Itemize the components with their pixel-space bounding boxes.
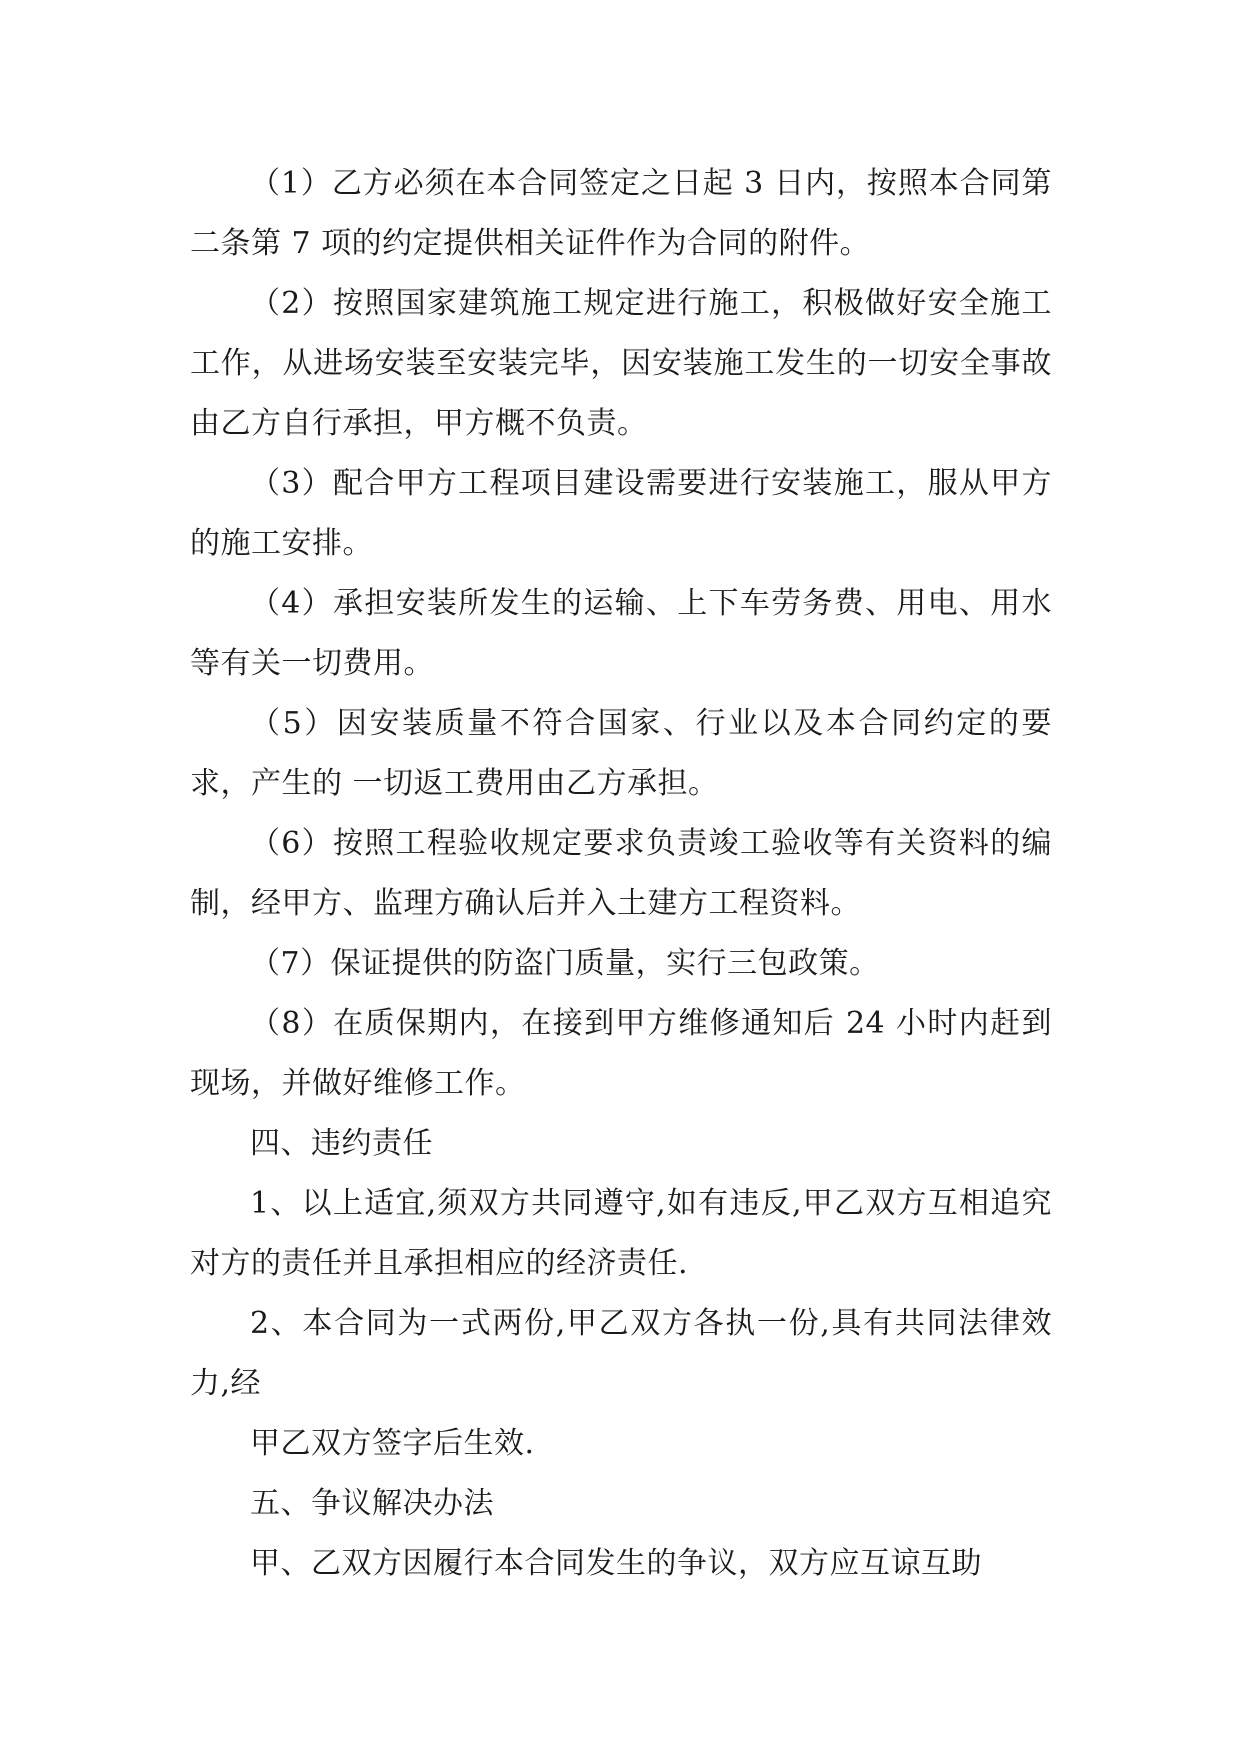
clause-7: （7）保证提供的防盗门质量，实行三包政策。 xyxy=(250,946,880,981)
clause-4: （4）承担安装所发生的运输、上下车劳务费、用电、用水等有关一切费用。 xyxy=(190,586,1052,681)
clause-3: （3）配合甲方工程项目建设需要进行安装施工，服从甲方的施工安排。 xyxy=(190,466,1052,561)
clause-6: （6）按照工程验收规定要求负责竣工验收等有关资料的编制，经甲方、监理方确认后并入土建方工程资料。 xyxy=(190,826,1052,921)
clause-8: （8）在质保期内，在接到甲方维修通知后 24 小时内赶到现场，并做好维修工作。 xyxy=(190,1006,1052,1101)
section-heading-dispute: 五、争议解决办法 xyxy=(250,1486,494,1521)
contract-body xyxy=(190,154,1052,1594)
breach-item-2: 2、本合同为一式两份,甲乙双方各执一份,具有共同法律效力,经 xyxy=(190,1306,1052,1401)
clause-5: （5）因安装质量不符合国家、行业以及本合同约定的要求，产生的 一切返工费用由乙方承担。 xyxy=(190,706,1052,801)
breach-item-2-continued: 甲乙双方签字后生效. xyxy=(250,1426,535,1461)
clause-2: （2）按照国家建筑施工规定进行施工，积极做好安全施工工作，从进场安装至安装完毕，因安装施工发生的一切安全事故由乙方自行承担，甲方概不负责。 xyxy=(190,286,1052,441)
breach-item-1: 1、以上适宜,须双方共同遵守,如有违反,甲乙双方互相追究对方的责任并且承担相应的经济责任. xyxy=(190,1186,1052,1281)
section-heading-breach: 四、违约责任 xyxy=(250,1126,433,1161)
dispute-text: 甲、乙双方因履行本合同发生的争议，双方应互谅互助 xyxy=(250,1546,982,1581)
clause-1: （1）乙方必须在本合同签定之日起 3 日内，按照本合同第二条第 7 项的约定提供相关证件作为合同的附件。 xyxy=(190,166,1052,261)
